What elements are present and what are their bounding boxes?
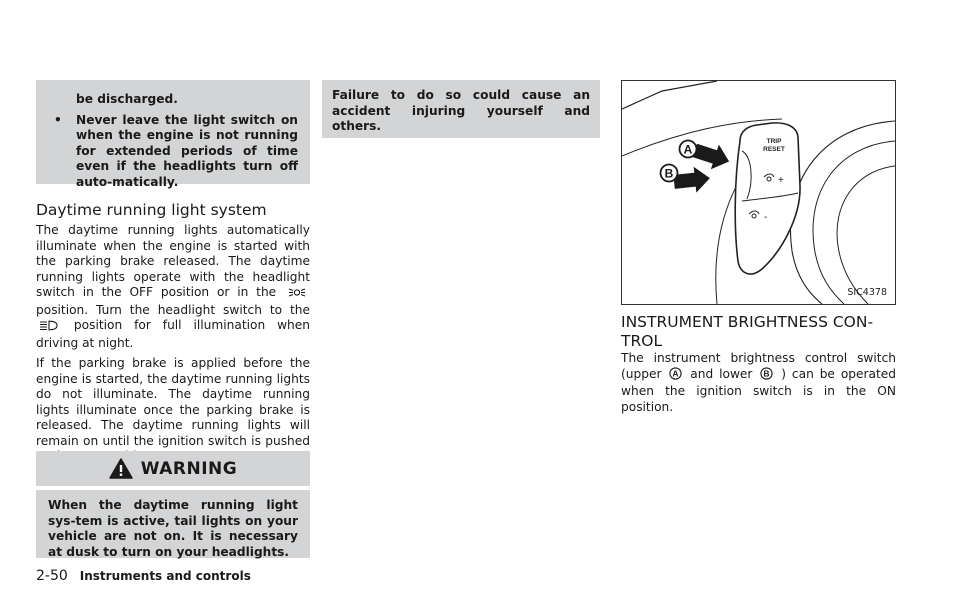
brightness-paragraph bbox=[621, 351, 896, 415]
bullet-marker: • bbox=[54, 112, 62, 127]
brightness-paragraph-part-c: ) can be operated when the ignition switch is in the ON position. bbox=[621, 366, 897, 414]
parking-light-icon bbox=[286, 287, 308, 303]
warning-label: WARNING bbox=[140, 458, 238, 479]
continued-line: be discharged. bbox=[76, 92, 178, 106]
paragraph-1-part-c: position for full illumination when driving at night. bbox=[36, 318, 310, 350]
arrow-b-icon bbox=[673, 165, 712, 195]
dashboard-illustration bbox=[622, 81, 895, 304]
instrument-brightness-body bbox=[621, 351, 896, 420]
plus-label: + bbox=[778, 175, 784, 186]
paragraph-1-part-b: position. Turn the headlight switch to the bbox=[36, 302, 310, 317]
paragraph-2: If the parking brake is applied before the engine is started, the daytime running lights do not illuminate. The daytime running lights illuminate once the parking brake is released. The daytime running lights will remain on until the ignition switch is pushed bbox=[36, 356, 310, 448]
bullet-text: Never leave the light switch on when the engine is not running for extended periods of time even if the headlights turn off auto-matically. bbox=[76, 112, 298, 189]
footer-section-title: Instruments and controls bbox=[79, 569, 251, 583]
daytime-running-body bbox=[36, 223, 310, 470]
warning-triangle-icon bbox=[109, 458, 133, 479]
arrow-a-icon bbox=[691, 138, 733, 174]
reset-label: RESET bbox=[763, 146, 785, 153]
callout-a-label: A bbox=[683, 142, 693, 157]
bullet-item bbox=[50, 113, 298, 191]
brightness-paragraph-part-a: The instrument brightness control switch (upper bbox=[621, 351, 896, 381]
warning-continuation-box: Failure to do so could cause an accident injuring yourself and others. bbox=[322, 80, 600, 138]
instrument-brightness-figure bbox=[621, 80, 896, 305]
paragraph-1-part-a: The daytime running lights automatically illuminate when the engine is started with the parking brake released. The daytime running lights operate with the headlight switch in the OFF position or in the bbox=[36, 223, 310, 299]
warning-header bbox=[36, 451, 310, 486]
headlight-icon bbox=[38, 320, 60, 336]
svg-text:A: A bbox=[672, 368, 679, 379]
trip-label: TRIP bbox=[766, 138, 782, 145]
paragraph-1 bbox=[36, 223, 310, 351]
page-footer bbox=[36, 568, 251, 584]
caution-continuation-box bbox=[36, 80, 310, 189]
circled-b-icon bbox=[760, 367, 773, 385]
page-number: 2-50 bbox=[36, 568, 68, 584]
warning-body: When the daytime running light sys-tem is active, tail lights on your vehicle are not on. It is necessary at dusk to turn on your headlights. bbox=[36, 490, 310, 558]
brightness-paragraph-part-b: and lower bbox=[690, 366, 753, 381]
circled-a-icon bbox=[669, 367, 682, 385]
section-heading-daytime-running: Daytime running light system bbox=[36, 201, 267, 219]
svg-text:B: B bbox=[763, 368, 770, 379]
minus-label: - bbox=[764, 212, 768, 223]
section-heading-instrument-brightness: INSTRUMENT BRIGHTNESS CON-TROL bbox=[621, 313, 874, 350]
callout-b-label: B bbox=[664, 166, 674, 181]
figure-code: SIC4378 bbox=[847, 287, 887, 298]
